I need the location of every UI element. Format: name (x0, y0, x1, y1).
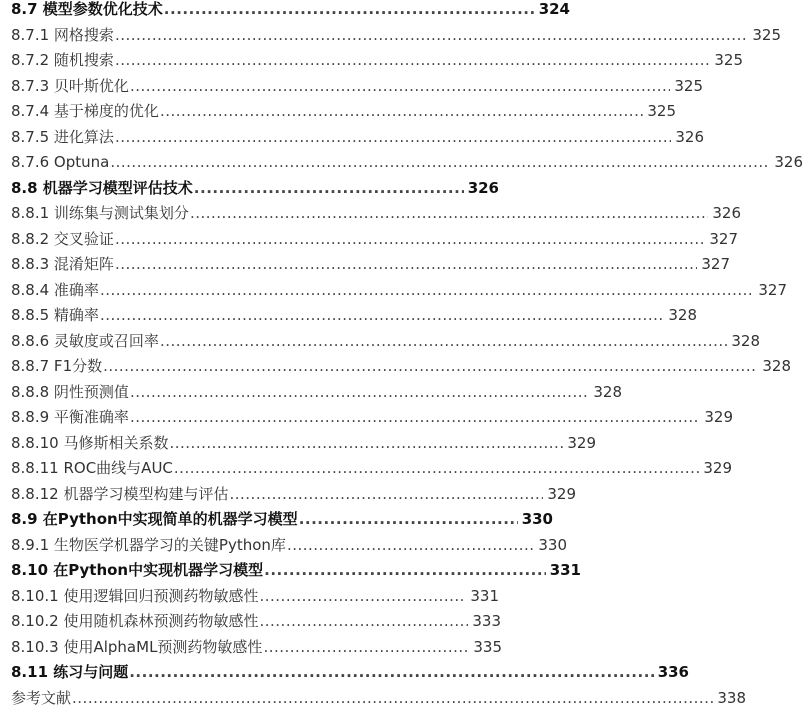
toc-entry[interactable] (11, 533, 567, 559)
toc-entry[interactable] (11, 635, 502, 661)
toc-page-number: 326 (774, 153, 803, 171)
toc-entry-row[interactable] (11, 482, 809, 508)
toc-page-number: 327 (758, 280, 787, 299)
toc-entry-title: 8.10.3 使用AlphaML预测药物敏感性 (11, 637, 263, 656)
dot-leader (259, 609, 468, 635)
dot-leader (115, 252, 697, 278)
toc-entry-row[interactable] (11, 609, 809, 635)
toc-entry-title: 8.8.12 机器学习模型构建与评估 (11, 484, 229, 503)
toc-page-number: 329 (703, 459, 732, 477)
toc-entry-title: 8.8.4 准确率 (11, 280, 99, 299)
toc-entry-row[interactable] (11, 252, 809, 278)
toc-entry-title: 8.8.2 交叉验证 (11, 229, 114, 248)
dot-leader (160, 329, 727, 355)
dot-leader (229, 482, 543, 508)
toc-entry[interactable] (11, 201, 741, 227)
toc-page-number: 328 (762, 357, 791, 375)
toc-page-number: 325 (647, 102, 676, 120)
toc-page-number: 336 (657, 663, 689, 681)
toc-page-number: 328 (731, 331, 760, 350)
toc-page-number: 335 (473, 637, 502, 656)
toc-entry[interactable] (11, 176, 499, 202)
toc-section-row[interactable] (11, 558, 809, 584)
toc-entry-row[interactable] (11, 635, 809, 661)
toc-entry[interactable] (11, 354, 791, 380)
toc-entry[interactable] (11, 609, 501, 635)
toc-page-number: 330 (521, 510, 553, 528)
dot-leader (287, 533, 534, 559)
toc-entry[interactable] (11, 329, 760, 355)
toc-entry[interactable] (11, 405, 733, 431)
dot-leader (100, 303, 664, 329)
toc-entry-row[interactable] (11, 48, 809, 74)
dot-leader (259, 584, 466, 610)
toc-entry-title: 8.8.5 精确率 (11, 306, 99, 324)
toc-page-number: 330 (538, 535, 567, 554)
toc-entry-row[interactable] (11, 99, 809, 125)
toc-entry[interactable] (11, 303, 697, 329)
toc-entry[interactable] (11, 125, 704, 151)
toc-entry-title: 8.7.3 贝叶斯优化 (11, 76, 129, 95)
dot-leader (115, 125, 671, 151)
toc-entry-title: 8.8.3 混淆矩阵 (11, 255, 114, 273)
toc-section-row[interactable] (11, 660, 809, 686)
toc-entry[interactable] (11, 660, 689, 686)
toc-entry-row[interactable] (11, 533, 809, 559)
dot-leader (103, 354, 758, 380)
toc-entry-title: 8.8.10 马修斯相关系数 (11, 433, 169, 452)
toc-entry-row[interactable] (11, 150, 809, 176)
dot-leader (164, 0, 535, 23)
toc-entry[interactable] (11, 482, 576, 508)
toc-section-row[interactable] (11, 507, 809, 533)
toc-entry[interactable] (11, 686, 746, 712)
toc-entry-title: 8.11 练习与问题 (11, 663, 129, 681)
toc-page-number: 324 (538, 0, 570, 18)
toc-entry-row[interactable] (11, 431, 809, 457)
toc-section-row[interactable] (11, 0, 809, 23)
toc-entry-title: 8.9 在Python中实现简单的机器学习模型 (11, 510, 298, 528)
dot-leader (110, 150, 770, 176)
dot-leader (115, 23, 748, 49)
dot-leader (115, 227, 705, 253)
dot-leader (129, 660, 653, 686)
toc-page-number: 326 (467, 178, 499, 197)
dot-leader (130, 74, 670, 100)
toc-entry[interactable] (11, 150, 803, 176)
toc-page-number: 329 (547, 484, 576, 503)
toc-entry-title: 8.10.2 使用随机森林预测药物敏感性 (11, 612, 259, 630)
toc-entry[interactable] (11, 584, 499, 610)
toc-entry-title: 8.8.6 灵敏度或召回率 (11, 331, 159, 350)
dot-leader (263, 635, 469, 661)
toc-entry-title: 参考文献 (11, 688, 72, 707)
dot-leader (299, 507, 518, 533)
toc-page-number: 331 (549, 561, 581, 579)
toc-page-number: 325 (752, 25, 781, 44)
toc-page-number: 325 (714, 51, 743, 69)
toc-entry[interactable] (11, 0, 570, 23)
toc-entry-title: 8.8.9 平衡准确率 (11, 408, 129, 426)
dot-leader (190, 201, 708, 227)
toc-entry[interactable] (11, 48, 743, 74)
toc-page-number: 325 (674, 76, 703, 95)
toc-entry-title: 8.7.1 网格搜索 (11, 25, 114, 44)
toc-entry[interactable] (11, 74, 703, 100)
dot-leader (130, 380, 589, 406)
toc-page-number: 333 (472, 612, 501, 630)
toc-entry[interactable] (11, 507, 553, 533)
toc-entry-title: 8.8 机器学习模型评估技术 (11, 178, 193, 197)
dot-leader (160, 99, 643, 125)
toc-entry-title: 8.10 在Python中实现机器学习模型 (11, 561, 264, 579)
toc-entry[interactable] (11, 23, 781, 49)
toc-entry-title: 8.8.11 ROC曲线与AUC (11, 459, 173, 477)
toc-page-number: 331 (470, 586, 499, 605)
toc-entry-title: 8.7.2 随机搜索 (11, 51, 114, 69)
toc-entry-row[interactable] (11, 456, 809, 482)
toc-entry-title: 8.7.5 进化算法 (11, 127, 114, 146)
dot-leader (169, 431, 563, 457)
toc-entry-title: 8.9.1 生物医学机器学习的关键Python库 (11, 535, 286, 554)
toc-entry-title: 8.7 模型参数优化技术 (11, 0, 163, 18)
toc-entry[interactable] (11, 227, 738, 253)
dot-leader (174, 456, 699, 482)
toc-entry[interactable] (11, 380, 622, 406)
toc-entry[interactable] (11, 456, 732, 482)
toc-entry-title: 8.7.6 Optuna (11, 153, 110, 171)
toc-page-number: 327 (709, 229, 738, 248)
toc-entry-row[interactable] (11, 354, 809, 380)
toc-entry-title: 8.7.4 基于梯度的优化 (11, 102, 159, 120)
dot-leader (194, 176, 464, 202)
toc-page-number: 326 (675, 127, 704, 146)
toc-section-row[interactable] (11, 176, 809, 202)
toc-page-number: 329 (567, 433, 596, 452)
toc-entry[interactable] (11, 252, 730, 278)
toc-entry-title: 8.8.8 阴性预测值 (11, 382, 129, 401)
toc-entry-row[interactable] (11, 227, 809, 253)
toc-entry-row[interactable] (11, 405, 809, 431)
toc-entry[interactable] (11, 558, 581, 584)
dot-leader (115, 48, 710, 74)
toc-page-number: 326 (712, 204, 741, 222)
toc-entry-row[interactable] (11, 125, 809, 151)
toc-entry-title: 8.8.7 F1分数 (11, 357, 103, 375)
toc-entry-title: 8.8.1 训练集与测试集划分 (11, 204, 189, 222)
table-of-contents (11, 0, 809, 711)
toc-entry-row[interactable] (11, 584, 809, 610)
toc-entry[interactable] (11, 99, 676, 125)
toc-entry-row[interactable] (11, 686, 809, 712)
toc-page-number: 328 (668, 306, 697, 324)
toc-page-number: 327 (701, 255, 730, 273)
toc-page-number: 338 (717, 688, 746, 707)
toc-entry-row[interactable] (11, 278, 809, 304)
toc-entry-title: 8.10.1 使用逻辑回归预测药物敏感性 (11, 586, 259, 605)
toc-entry-row[interactable] (11, 201, 809, 227)
toc-page-number: 329 (704, 408, 733, 426)
toc-entry[interactable] (11, 431, 596, 457)
dot-leader (72, 686, 713, 712)
toc-entry-row[interactable] (11, 303, 809, 329)
dot-leader (130, 405, 700, 431)
dot-leader (100, 278, 754, 304)
toc-entry-row[interactable] (11, 74, 809, 100)
toc-entry-row[interactable] (11, 380, 809, 406)
toc-entry-row[interactable] (11, 329, 809, 355)
toc-page-number: 328 (593, 382, 622, 401)
toc-entry[interactable] (11, 278, 787, 304)
toc-entry-row[interactable] (11, 23, 809, 49)
dot-leader (264, 558, 546, 584)
